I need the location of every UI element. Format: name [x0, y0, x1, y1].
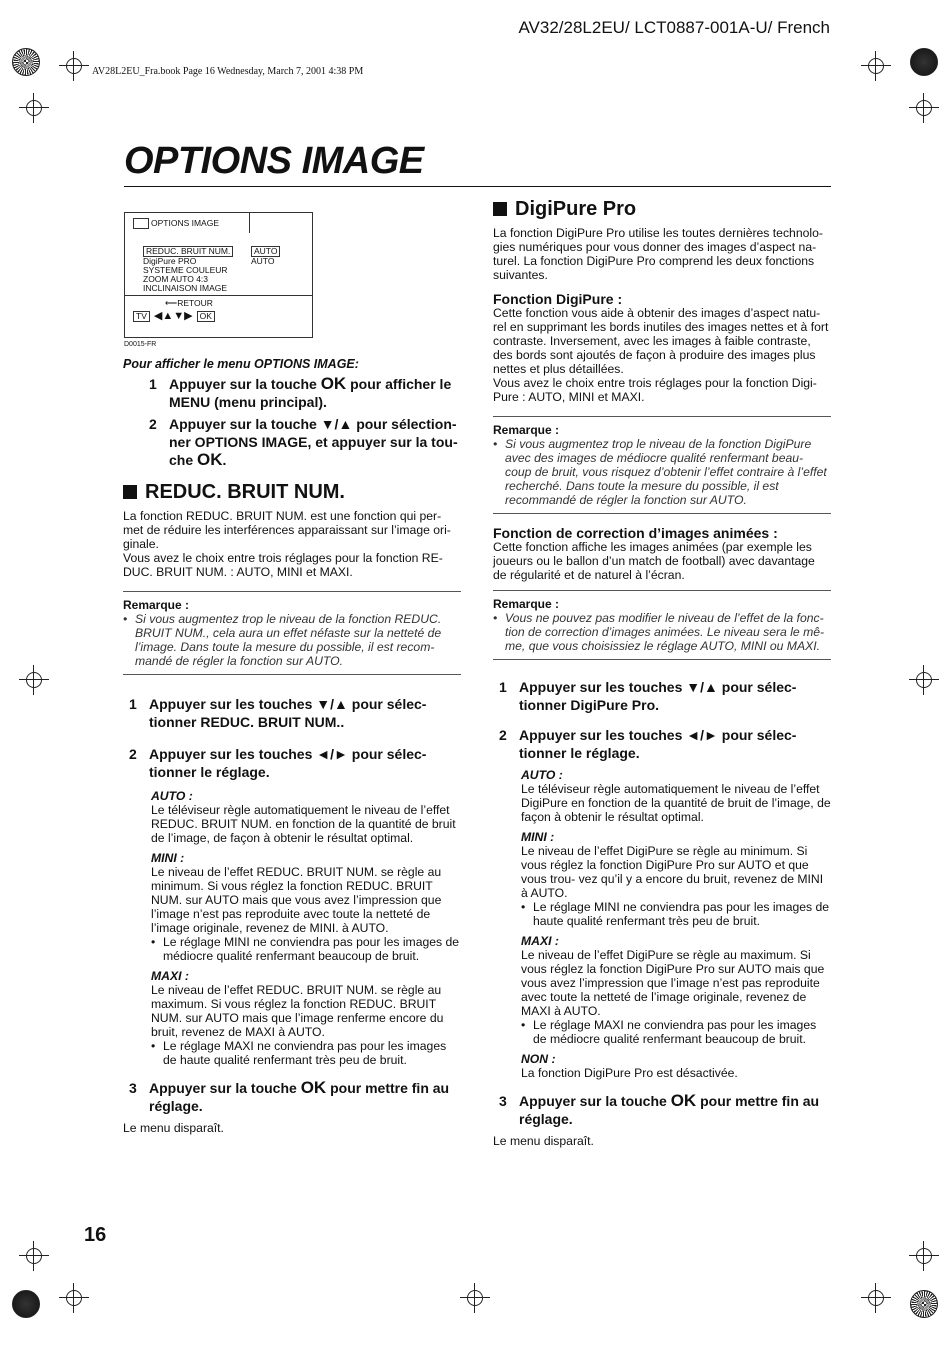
- figure-code: D0015-FR: [124, 341, 157, 348]
- paragraph: Vous avez le choix entre trois réglages pour la fonction RE- DUC. BRUIT NUM. : AUTO, MINI et MAXI.: [123, 551, 443, 579]
- crop-mark: [26, 672, 42, 688]
- option-bullet: [521, 900, 831, 928]
- step-text: Appuyer sur les touches ▼/▲ pour sélec- tionner REDUC. BRUIT NUM..: [149, 696, 427, 730]
- square-bullet-icon: [493, 202, 507, 216]
- left-column: [123, 357, 461, 1135]
- step-text: .: [222, 452, 227, 468]
- menu-value: AUTO: [251, 246, 280, 257]
- remark-text: Si vous augmentez trop le niveau de la fonction REDUC. BRUIT NUM., cela aura un effet néfaste sur la netteté de l’image. Dans toute la mesure du possible, il est recom- mandé de régler la fonction sur AUTO.: [135, 612, 442, 668]
- ok-key: OK: [197, 311, 215, 322]
- bullet-text: Le réglage MINI ne conviendra pas pour les images de haute qualité renfermant très peu de bruit.: [533, 900, 830, 928]
- section-title: REDUC. BRUIT NUM.: [145, 481, 345, 503]
- bullet-text: Le réglage MINI ne conviendra pas pour les images de médiocre qualité renfermant beaucoup de bruit.: [163, 935, 460, 963]
- paragraph: Cette fonction affiche les images animées (par exemple les joueurs ou le ballon d’un match de football) avec davantage de régularité et de naturel à l’écran.: [493, 540, 815, 582]
- remark-title: Remarque :: [493, 423, 560, 437]
- intro-step: [149, 375, 461, 411]
- step-text: Appuyer sur la touche: [149, 1080, 297, 1096]
- option-text: Le niveau de l’effet REDUC. BRUIT NUM. se règle au minimum. Si vous réglez la fonction REDUC. BRUIT NUM. sur AUTO mais que vous avez l’impression que l’image n’est pas reproduite avec toute la netteté de l’image originale, revenez de MINI. à AUTO.: [151, 865, 442, 935]
- paragraph: La fonction REDUC. BRUIT NUM. est une fonction qui per- met de réduire les interférences apparaissant sur l’image ori- ginale.: [123, 509, 451, 551]
- step-text: Appuyer sur les touches ◄/► pour sélec- tionner le réglage.: [519, 727, 797, 761]
- step-text: Appuyer sur les touches ◄/► pour sélec- tionner le réglage.: [149, 746, 427, 780]
- menu-divider: [125, 295, 312, 296]
- divider: [493, 416, 831, 417]
- step-text: Appuyer sur la touche: [519, 1093, 667, 1109]
- book-info-line: AV28L2EU_Fra.book Page 16 Wednesday, March 7, 2001 4:38 PM: [92, 66, 364, 77]
- bullet-icon: •: [151, 935, 156, 949]
- bullet-icon: •: [123, 612, 128, 626]
- option-text: Le téléviseur règle automatiquement le niveau de l’effet DigiPure en fonction de la quantité de bruit de l’image, de façon à obtenir le résultat optimal.: [521, 782, 831, 824]
- option-label: MINI :: [151, 851, 185, 865]
- remark-note: [123, 612, 461, 668]
- arrow-keys-icon: ◀▲▼▶: [153, 310, 193, 322]
- option-text: Le niveau de l’effet DigiPure se règle au maximum. Si vous réglez la fonction DigiPure Pro sur AUTO mais que vous avez l’impression que l’image n’est pas reproduite avec toute la netteté de l’image originale, revenez de MAXI à AUTO.: [521, 948, 825, 1018]
- registration-rosette: [12, 48, 40, 76]
- option-text: Le niveau de l’effet DigiPure se règle au minimum. Si vous réglez la fonction DigiPure Pro sur AUTO et que vous trou- vez qu’il y a encore du bruit, revenez de MINI à AUTO.: [521, 844, 824, 900]
- registration-rosette: [910, 48, 938, 76]
- step-number: 1: [499, 679, 507, 695]
- registration-rosette: [12, 1290, 40, 1318]
- menu-item: INCLINAISON IMAGE: [143, 283, 228, 293]
- bullet-icon: •: [521, 1018, 526, 1032]
- crop-mark: [26, 100, 42, 116]
- menu-values: [251, 246, 280, 266]
- option-list: [521, 768, 831, 1080]
- remark-title: Remarque :: [493, 597, 560, 611]
- tv-key: TV: [133, 311, 150, 322]
- step-number: 1: [129, 696, 137, 712]
- option-bullet: [151, 935, 461, 963]
- divider: [493, 659, 831, 660]
- page-title: OPTIONS IMAGE: [124, 140, 424, 182]
- intro-title: Pour afficher le menu OPTIONS IMAGE:: [123, 357, 359, 371]
- crop-mark: [916, 1248, 932, 1264]
- step-text: pour mettre fin au réglage.: [149, 1080, 450, 1114]
- right-column: [493, 198, 831, 1148]
- divider: [123, 674, 461, 675]
- menu-item: DigiPure PRO: [143, 256, 197, 266]
- step-number: 2: [499, 727, 507, 743]
- remark-note: [493, 437, 831, 507]
- procedure-step: [499, 726, 831, 762]
- step-text: pour afficher le MENU (menu principal).: [169, 376, 452, 410]
- bullet-text: Le réglage MAXI ne conviendra pas pour les images de haute qualité renfermant très peu de bruit.: [163, 1039, 447, 1067]
- procedure-step: [129, 1079, 461, 1115]
- divider: [493, 590, 831, 591]
- step-number: 3: [129, 1080, 137, 1096]
- step-text: Appuyer sur les touches ▼/▲ pour sélec- tionner DigiPure Pro.: [519, 679, 797, 713]
- remark-note: [493, 611, 831, 653]
- closing-text: Le menu disparaît.: [123, 1121, 224, 1135]
- procedure-step: [129, 745, 461, 781]
- subsection-title: Fonction de correction d’images animées :: [493, 525, 778, 541]
- tv-icon: [133, 218, 149, 229]
- procedure-step: [499, 678, 831, 714]
- menu-tab: [124, 212, 250, 233]
- crop-mark: [26, 1248, 42, 1264]
- crop-mark: [66, 1290, 82, 1306]
- bullet-icon: •: [151, 1039, 156, 1053]
- paragraph: Vous avez le choix entre trois réglages pour la fonction Digi- Pure : AUTO, MINI et MAXI.: [493, 376, 817, 404]
- option-label: NON :: [521, 1052, 556, 1066]
- step-text: Appuyer sur la touche: [169, 376, 317, 392]
- procedure-step: [499, 1092, 831, 1128]
- option-auto: [151, 789, 461, 1067]
- title-divider: [124, 186, 831, 187]
- subsection-title: Fonction DigiPure :: [493, 291, 623, 307]
- option-label: AUTO :: [521, 768, 563, 782]
- divider: [493, 513, 831, 514]
- option-text: Le niveau de l’effet REDUC. BRUIT NUM. se règle au maximum. Si vous réglez la fonction REDUC. BRUIT NUM. sur AUTO mais que l’image renferme encore du bruit, revenez de MAXI à AUTO.: [151, 983, 444, 1039]
- crop-mark: [868, 58, 884, 74]
- option-label: MINI :: [521, 830, 555, 844]
- step-text: pour mettre fin au réglage.: [519, 1093, 820, 1127]
- document-reference: AV32/28L2EU/ LCT0887-001A-U/ French: [518, 18, 830, 37]
- step-text: Appuyer sur la touche ▼/▲ pour sélection- ner OPTIONS IMAGE, et appuyer sur la tou- che: [169, 416, 458, 468]
- crop-mark: [868, 1290, 884, 1306]
- option-label: AUTO :: [151, 789, 193, 803]
- ok-key-glyph: OK: [197, 450, 223, 469]
- menu-items: [143, 246, 233, 293]
- step-number: 1: [149, 376, 157, 392]
- section-title: DigiPure Pro: [515, 198, 637, 220]
- registration-rosette: [910, 1290, 938, 1318]
- option-text: La fonction DigiPure Pro est désactivée.: [521, 1066, 738, 1080]
- menu-value: AUTO: [251, 256, 275, 266]
- crop-mark: [916, 100, 932, 116]
- crop-mark: [467, 1290, 483, 1306]
- menu-retour: ⟵RETOUR: [165, 298, 213, 308]
- remark-title: Remarque :: [123, 598, 190, 612]
- bullet-icon: •: [493, 611, 498, 625]
- section-heading: [493, 198, 831, 220]
- procedure-step: [129, 695, 461, 731]
- ok-key-glyph: OK: [320, 374, 347, 393]
- bullet-icon: •: [521, 900, 526, 914]
- section-heading: [123, 481, 461, 503]
- remark-text: Si vous augmentez trop le niveau de la fonction DigiPure avec des images de médiocre qualité renfermant beau- coup de bruit, vous risquez d’obtenir l’effet contraire à l’effet recherché. Dans toute la mesure du possible, il est recommandé de régler la fonction sur AUTO.: [505, 437, 827, 507]
- bullet-icon: •: [493, 437, 498, 451]
- ok-key-glyph: OK: [300, 1078, 327, 1097]
- crop-mark: [66, 58, 82, 74]
- divider: [123, 591, 461, 592]
- paragraph: Cette fonction vous aide à obtenir des images d’aspect natu- rel en supprimant les bords inutiles des images nettes et à fort contraste. Inversement, avec les images à faible contraste, des bords sont ajoutés de façon à produire des images plus nettes et plus détaillées.: [493, 306, 829, 376]
- menu-item: ZOOM AUTO 4:3: [143, 274, 209, 284]
- retour-label: RETOUR: [177, 298, 213, 308]
- menu-item: SYSTEME COULEUR: [143, 265, 228, 275]
- page-number: 16: [84, 1224, 107, 1246]
- step-number: 3: [499, 1093, 507, 1109]
- step-number: 2: [129, 746, 137, 762]
- intro-step: [149, 415, 461, 469]
- bullet-text: Le réglage MAXI ne conviendra pas pour les images de médiocre qualité renfermant beaucoup de bruit.: [533, 1018, 817, 1046]
- option-label: MAXI :: [151, 969, 189, 983]
- menu-illustration: [124, 212, 313, 338]
- closing-text: Le menu disparaît.: [493, 1134, 594, 1148]
- menu-item: REDUC. BRUIT NUM.: [143, 246, 233, 257]
- option-text: Le téléviseur règle automatiquement le niveau de l’effet REDUC. BRUIT NUM. en fonction de la quantité de bruit de l’image, de façon à obtenir le résultat optimal.: [151, 803, 456, 845]
- remote-keys: [133, 311, 215, 322]
- step-number: 2: [149, 416, 157, 432]
- ok-key-glyph: OK: [670, 1091, 697, 1110]
- option-label: MAXI :: [521, 934, 559, 948]
- square-bullet-icon: [123, 485, 137, 499]
- remark-text: Vous ne pouvez pas modifier le niveau de l’effet de la fonc- tion de correction d’images animées. Le niveau sera le mê- me, que vous choisissiez le réglage AUTO, MINI ou MAXI.: [505, 611, 825, 653]
- crop-mark: [916, 672, 932, 688]
- option-bullet: [521, 1018, 831, 1046]
- paragraph: La fonction DigiPure Pro utilise les toutes dernières technolo- gies numériques pour vous donner des images d’aspect na- turel. La fonction DigiPure Pro comprend les deux fonctions suivantes.: [493, 226, 823, 282]
- option-bullet: [151, 1039, 461, 1067]
- menu-tab-label: OPTIONS IMAGE: [151, 218, 220, 228]
